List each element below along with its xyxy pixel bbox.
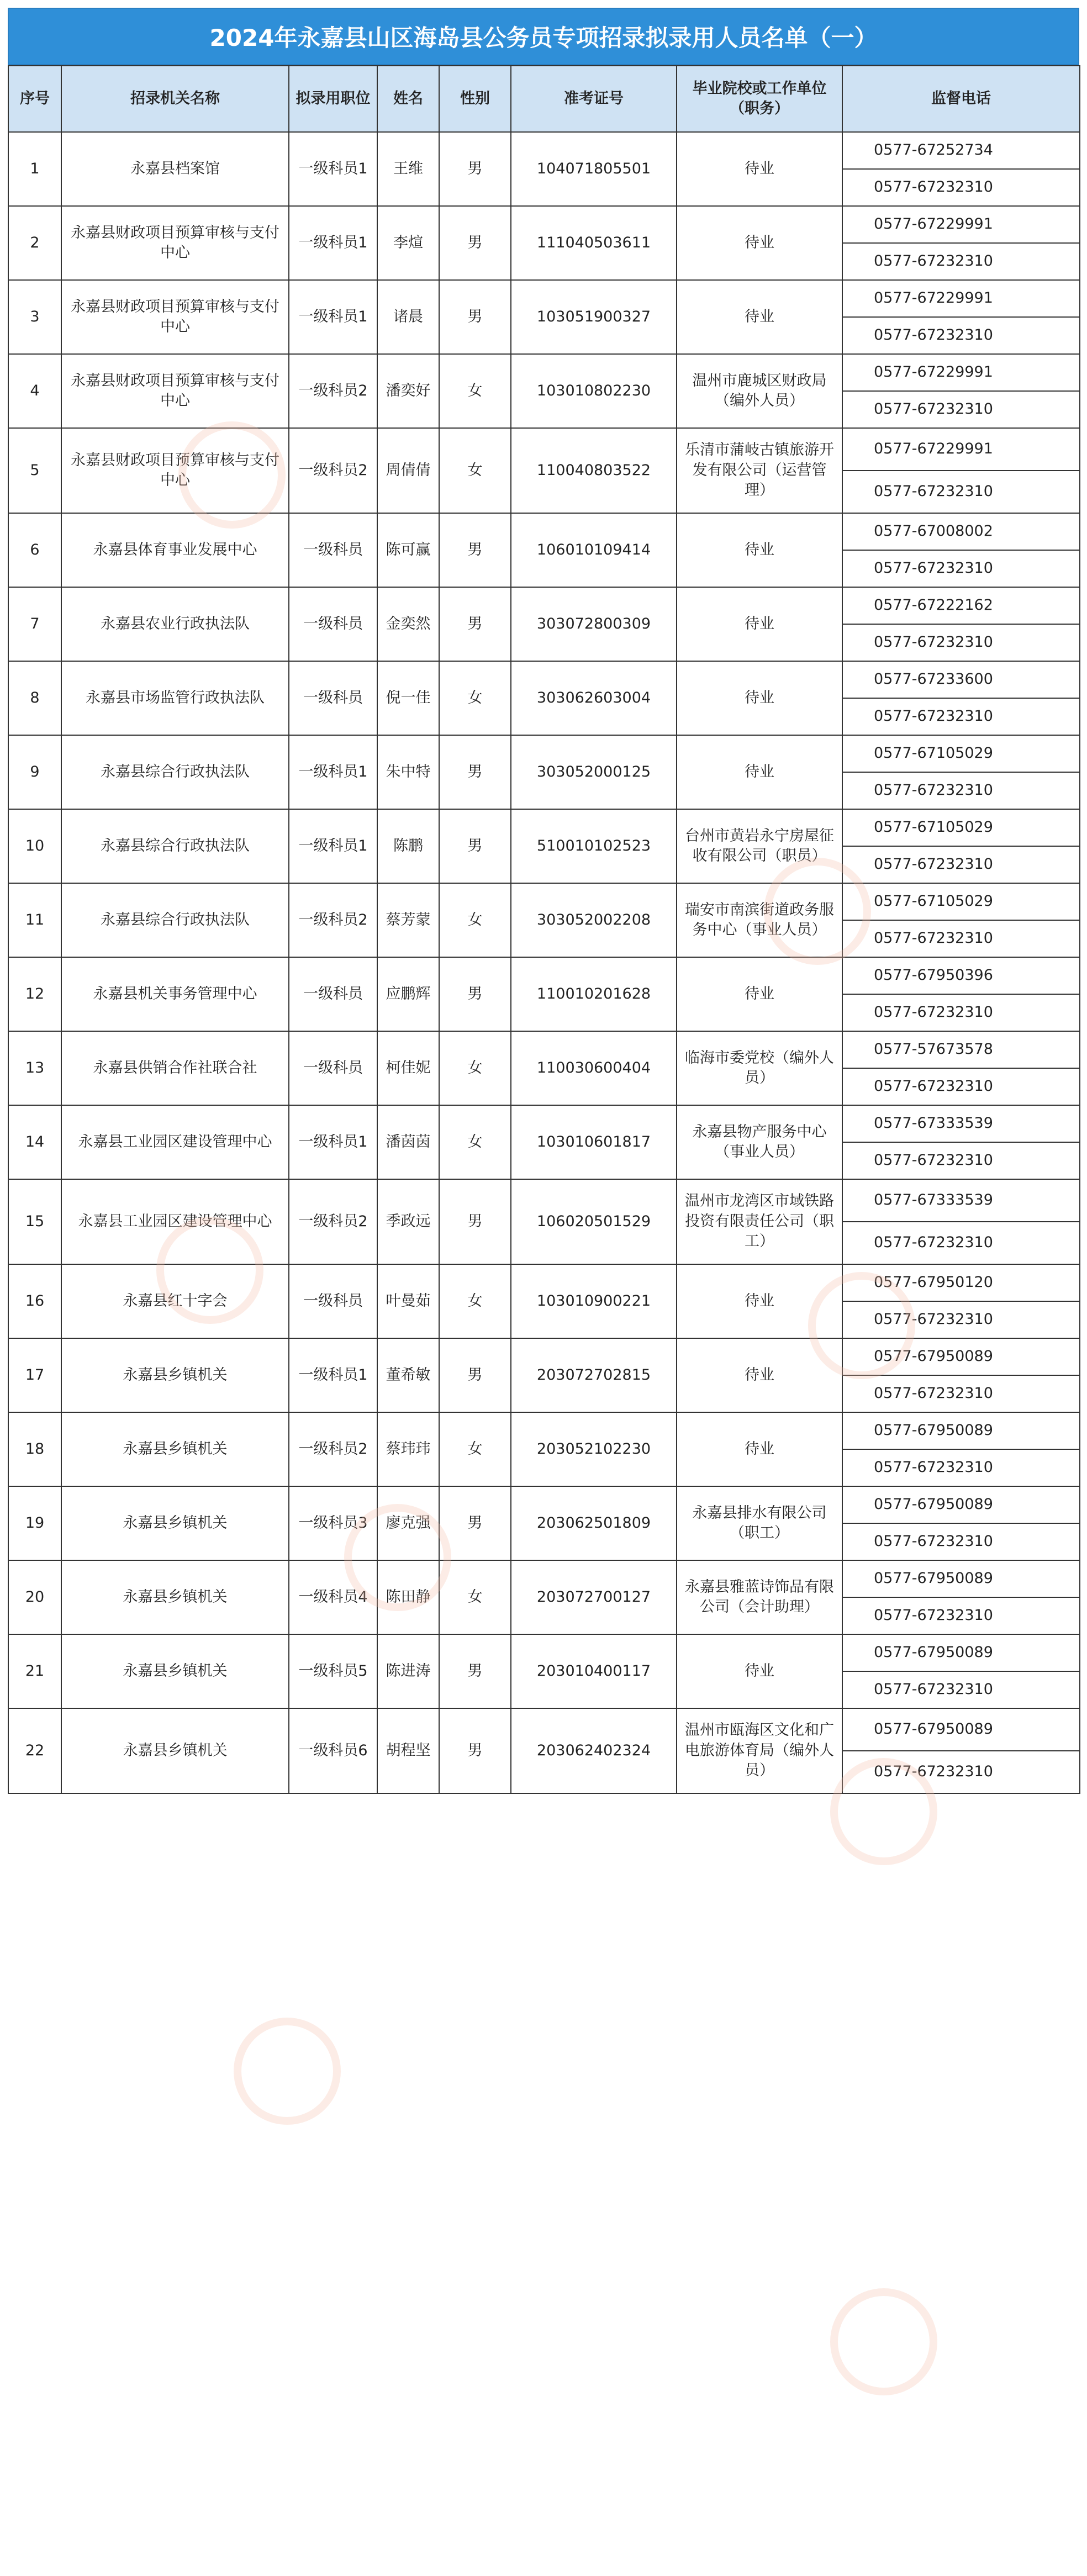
cell-name: 诸晨 [377, 280, 439, 354]
cell-name: 叶曼茹 [377, 1264, 439, 1338]
cell-sex: 男 [439, 513, 511, 587]
cell-phone-primary: 0577-57673578 [842, 1031, 1080, 1068]
cell-phone-secondary: 0577-67232310 [842, 391, 1080, 428]
table-row [8, 957, 1080, 994]
table-row [8, 1264, 1080, 1301]
cell-unit: 永嘉县雅蓝诗饰品有限公司（会计助理） [677, 1560, 842, 1634]
cell-phone-primary: 0577-67950089 [842, 1634, 1080, 1671]
cell-phone-primary: 0577-67222162 [842, 587, 1080, 624]
cell-position: 一级科员 [289, 661, 377, 735]
cell-phone-primary: 0577-67950089 [842, 1412, 1080, 1449]
cell-sex: 男 [439, 1179, 511, 1264]
header-org: 招录机关名称 [61, 66, 289, 132]
cell-position: 一级科员1 [289, 1338, 377, 1412]
cell-exam-id: 104071805501 [511, 132, 677, 206]
cell-sex: 男 [439, 1486, 511, 1560]
cell-org: 永嘉县机关事务管理中心 [61, 957, 289, 1031]
cell-unit: 永嘉县物产服务中心（事业人员） [677, 1105, 842, 1179]
table-row [8, 809, 1080, 846]
cell-phone-primary: 0577-67950120 [842, 1264, 1080, 1301]
cell-phone-primary: 0577-67950089 [842, 1486, 1080, 1523]
cell-no: 7 [8, 587, 61, 661]
cell-no: 15 [8, 1179, 61, 1264]
cell-sex: 男 [439, 1708, 511, 1793]
cell-phone-primary: 0577-67105029 [842, 883, 1080, 920]
cell-name: 陈进涛 [377, 1634, 439, 1708]
cell-position: 一级科员1 [289, 809, 377, 883]
table-row [8, 428, 1080, 471]
cell-name: 陈鹏 [377, 809, 439, 883]
table-body [8, 132, 1080, 1793]
cell-position: 一级科员1 [289, 1105, 377, 1179]
cell-phone-secondary: 0577-67232310 [842, 1375, 1080, 1412]
header-name: 姓名 [377, 66, 439, 132]
cell-sex: 女 [439, 354, 511, 428]
cell-exam-id: 203072700127 [511, 1560, 677, 1634]
cell-no: 16 [8, 1264, 61, 1338]
cell-exam-id: 103010802230 [511, 354, 677, 428]
cell-org: 永嘉县综合行政执法队 [61, 883, 289, 957]
cell-sex: 女 [439, 1031, 511, 1105]
cell-org: 永嘉县乡镇机关 [61, 1412, 289, 1486]
table-row [8, 1179, 1080, 1222]
cell-position: 一级科员2 [289, 1412, 377, 1486]
cell-exam-id: 106020501529 [511, 1179, 677, 1264]
cell-phone-primary: 0577-67950396 [842, 957, 1080, 994]
cell-phone-secondary: 0577-67232310 [842, 169, 1080, 206]
cell-sex: 男 [439, 735, 511, 809]
cell-position: 一级科员1 [289, 280, 377, 354]
cell-name: 朱中特 [377, 735, 439, 809]
cell-exam-id: 110010201628 [511, 957, 677, 1031]
table-row [8, 513, 1080, 550]
cell-org: 永嘉县工业园区建设管理中心 [61, 1179, 289, 1264]
cell-exam-id: 303062603004 [511, 661, 677, 735]
cell-position: 一级科员2 [289, 1179, 377, 1264]
cell-position: 一级科员2 [289, 883, 377, 957]
table-row [8, 883, 1080, 920]
cell-sex: 男 [439, 1634, 511, 1708]
header-phone: 监督电话 [842, 66, 1080, 132]
cell-phone-secondary: 0577-67232310 [842, 1068, 1080, 1105]
cell-name: 陈可赢 [377, 513, 439, 587]
cell-sex: 女 [439, 883, 511, 957]
cell-no: 4 [8, 354, 61, 428]
cell-sex: 男 [439, 1338, 511, 1412]
cell-no: 6 [8, 513, 61, 587]
cell-phone-secondary: 0577-67232310 [842, 698, 1080, 735]
cell-name: 蔡芳蒙 [377, 883, 439, 957]
watermark-logo-icon [238, 2021, 337, 2121]
cell-no: 3 [8, 280, 61, 354]
cell-no: 19 [8, 1486, 61, 1560]
cell-position: 一级科员 [289, 957, 377, 1031]
cell-phone-secondary: 0577-67232310 [842, 243, 1080, 280]
cell-sex: 女 [439, 1560, 511, 1634]
table-row [8, 132, 1080, 169]
cell-unit: 待业 [677, 957, 842, 1031]
cell-name: 董希敏 [377, 1338, 439, 1412]
cell-sex: 女 [439, 1105, 511, 1179]
cell-name: 蔡玮玮 [377, 1412, 439, 1486]
table-row [8, 661, 1080, 698]
header-no: 序号 [8, 66, 61, 132]
cell-unit: 待业 [677, 1264, 842, 1338]
cell-position: 一级科员 [289, 1031, 377, 1105]
cell-no: 20 [8, 1560, 61, 1634]
cell-no: 12 [8, 957, 61, 1031]
cell-unit: 待业 [677, 1634, 842, 1708]
cell-exam-id: 103010601817 [511, 1105, 677, 1179]
cell-org: 永嘉县农业行政执法队 [61, 587, 289, 661]
table-row [8, 1560, 1080, 1597]
watermark-logo-icon [834, 2292, 933, 2392]
cell-no: 10 [8, 809, 61, 883]
cell-phone-primary: 0577-67229991 [842, 206, 1080, 243]
table-row [8, 1412, 1080, 1449]
cell-org: 永嘉县红十字会 [61, 1264, 289, 1338]
cell-phone-primary: 0577-67229991 [842, 280, 1080, 317]
cell-position: 一级科员2 [289, 428, 377, 513]
cell-no: 11 [8, 883, 61, 957]
cell-org: 永嘉县综合行政执法队 [61, 809, 289, 883]
cell-phone-primary: 0577-67229991 [842, 428, 1080, 471]
cell-sex: 女 [439, 428, 511, 513]
cell-phone-secondary: 0577-67232310 [842, 1142, 1080, 1179]
cell-unit: 永嘉县排水有限公司（职工） [677, 1486, 842, 1560]
cell-exam-id: 111040503611 [511, 206, 677, 280]
cell-phone-secondary: 0577-67232310 [842, 1523, 1080, 1560]
page-title: 2024年永嘉县山区海岛县公务员专项招录拟录用人员名单（一） [8, 8, 1079, 65]
cell-position: 一级科员 [289, 513, 377, 587]
cell-exam-id: 510010102523 [511, 809, 677, 883]
cell-no: 1 [8, 132, 61, 206]
cell-position: 一级科员2 [289, 354, 377, 428]
cell-position: 一级科员6 [289, 1708, 377, 1793]
table-row [8, 735, 1080, 772]
cell-org: 永嘉县工业园区建设管理中心 [61, 1105, 289, 1179]
cell-exam-id: 203062402324 [511, 1708, 677, 1793]
cell-unit: 待业 [677, 1412, 842, 1486]
cell-exam-id: 303052000125 [511, 735, 677, 809]
table-row [8, 587, 1080, 624]
cell-name: 金奕然 [377, 587, 439, 661]
cell-position: 一级科员1 [289, 132, 377, 206]
cell-phone-primary: 0577-67105029 [842, 735, 1080, 772]
cell-no: 22 [8, 1708, 61, 1793]
table-row [8, 1486, 1080, 1523]
cell-phone-secondary: 0577-67232310 [842, 1671, 1080, 1708]
cell-position: 一级科员3 [289, 1486, 377, 1560]
cell-phone-primary: 0577-67229991 [842, 354, 1080, 391]
cell-org: 永嘉县财政项目预算审核与支付中心 [61, 280, 289, 354]
cell-unit: 待业 [677, 132, 842, 206]
cell-name: 周倩倩 [377, 428, 439, 513]
cell-exam-id: 203052102230 [511, 1412, 677, 1486]
cell-unit: 温州市瓯海区文化和广电旅游体育局（编外人员） [677, 1708, 842, 1793]
cell-phone-primary: 0577-67950089 [842, 1560, 1080, 1597]
cell-name: 潘茵茵 [377, 1105, 439, 1179]
cell-phone-primary: 0577-67233600 [842, 661, 1080, 698]
cell-position: 一级科员 [289, 1264, 377, 1338]
cell-phone-primary: 0577-67008002 [842, 513, 1080, 550]
cell-no: 8 [8, 661, 61, 735]
cell-exam-id: 303052002208 [511, 883, 677, 957]
cell-name: 柯佳妮 [377, 1031, 439, 1105]
cell-phone-secondary: 0577-67232310 [842, 772, 1080, 809]
cell-exam-id: 103010900221 [511, 1264, 677, 1338]
cell-no: 18 [8, 1412, 61, 1486]
cell-phone-secondary: 0577-67232310 [842, 920, 1080, 957]
cell-org: 永嘉县供销合作社联合社 [61, 1031, 289, 1105]
cell-sex: 男 [439, 957, 511, 1031]
cell-no: 13 [8, 1031, 61, 1105]
cell-unit: 待业 [677, 206, 842, 280]
header-exam-id: 准考证号 [511, 66, 677, 132]
cell-exam-id: 203010400117 [511, 1634, 677, 1708]
cell-position: 一级科员1 [289, 206, 377, 280]
cell-org: 永嘉县市场监管行政执法队 [61, 661, 289, 735]
cell-org: 永嘉县档案馆 [61, 132, 289, 206]
cell-sex: 男 [439, 809, 511, 883]
cell-position: 一级科员4 [289, 1560, 377, 1634]
cell-phone-primary: 0577-67105029 [842, 809, 1080, 846]
cell-sex: 男 [439, 587, 511, 661]
cell-org: 永嘉县财政项目预算审核与支付中心 [61, 354, 289, 428]
cell-org: 永嘉县综合行政执法队 [61, 735, 289, 809]
cell-unit: 待业 [677, 1338, 842, 1412]
cell-phone-primary: 0577-67950089 [842, 1338, 1080, 1375]
table-row [8, 206, 1080, 243]
cell-exam-id: 203062501809 [511, 1486, 677, 1560]
cell-sex: 男 [439, 280, 511, 354]
cell-sex: 男 [439, 206, 511, 280]
cell-exam-id: 106010109414 [511, 513, 677, 587]
cell-phone-secondary: 0577-67232310 [842, 994, 1080, 1031]
cell-sex: 女 [439, 1412, 511, 1486]
table-row [8, 1031, 1080, 1068]
cell-phone-secondary: 0577-67232310 [842, 1751, 1080, 1793]
cell-phone-secondary: 0577-67232310 [842, 1301, 1080, 1338]
cell-name: 王维 [377, 132, 439, 206]
cell-no: 21 [8, 1634, 61, 1708]
cell-unit: 待业 [677, 280, 842, 354]
cell-name: 潘奕好 [377, 354, 439, 428]
cell-phone-secondary: 0577-67232310 [842, 317, 1080, 354]
cell-name: 廖克强 [377, 1486, 439, 1560]
cell-phone-primary: 0577-67252734 [842, 132, 1080, 169]
cell-unit: 瑞安市南滨街道政务服务中心（事业人员） [677, 883, 842, 957]
cell-sex: 男 [439, 132, 511, 206]
header-position: 拟录用职位 [289, 66, 377, 132]
cell-unit: 待业 [677, 735, 842, 809]
table-row [8, 280, 1080, 317]
cell-position: 一级科员5 [289, 1634, 377, 1708]
cell-org: 永嘉县乡镇机关 [61, 1634, 289, 1708]
cell-org: 永嘉县乡镇机关 [61, 1338, 289, 1412]
cell-phone-primary: 0577-67950089 [842, 1708, 1080, 1751]
cell-name: 陈田静 [377, 1560, 439, 1634]
cell-org: 永嘉县体育事业发展中心 [61, 513, 289, 587]
roster-table [8, 65, 1080, 1794]
cell-unit: 台州市黄岩永宁房屋征收有限公司（职员） [677, 809, 842, 883]
cell-unit: 待业 [677, 661, 842, 735]
cell-no: 14 [8, 1105, 61, 1179]
cell-org: 永嘉县乡镇机关 [61, 1560, 289, 1634]
cell-phone-secondary: 0577-67232310 [842, 550, 1080, 587]
cell-org: 永嘉县财政项目预算审核与支付中心 [61, 206, 289, 280]
cell-sex: 女 [439, 1264, 511, 1338]
table-row [8, 1338, 1080, 1375]
cell-phone-secondary: 0577-67232310 [842, 471, 1080, 513]
cell-exam-id: 110030600404 [511, 1031, 677, 1105]
cell-exam-id: 110040803522 [511, 428, 677, 513]
table-row [8, 1708, 1080, 1751]
roster-sheet [8, 8, 1079, 1794]
cell-no: 9 [8, 735, 61, 809]
cell-phone-secondary: 0577-67232310 [842, 1597, 1080, 1634]
cell-exam-id: 303072800309 [511, 587, 677, 661]
cell-unit: 待业 [677, 513, 842, 587]
cell-org: 永嘉县财政项目预算审核与支付中心 [61, 428, 289, 513]
cell-no: 17 [8, 1338, 61, 1412]
table-row [8, 354, 1080, 391]
cell-position: 一级科员 [289, 587, 377, 661]
cell-org: 永嘉县乡镇机关 [61, 1708, 289, 1793]
cell-position: 一级科员1 [289, 735, 377, 809]
table-row [8, 1634, 1080, 1671]
cell-unit: 温州市龙湾区市域铁路投资有限责任公司（职工） [677, 1179, 842, 1264]
header-row [8, 66, 1080, 132]
header-sex: 性别 [439, 66, 511, 132]
cell-sex: 女 [439, 661, 511, 735]
cell-unit: 待业 [677, 587, 842, 661]
cell-unit: 温州市鹿城区财政局（编外人员） [677, 354, 842, 428]
cell-name: 倪一佳 [377, 661, 439, 735]
cell-phone-primary: 0577-67333539 [842, 1105, 1080, 1142]
cell-unit: 乐清市蒲岐古镇旅游开发有限公司（运营管理） [677, 428, 842, 513]
cell-phone-primary: 0577-67333539 [842, 1179, 1080, 1222]
cell-exam-id: 203072702815 [511, 1338, 677, 1412]
cell-name: 李煊 [377, 206, 439, 280]
cell-phone-secondary: 0577-67232310 [842, 1222, 1080, 1264]
cell-no: 2 [8, 206, 61, 280]
header-unit: 毕业院校或工作单位（职务） [677, 66, 842, 132]
cell-exam-id: 103051900327 [511, 280, 677, 354]
cell-unit: 临海市委党校（编外人员） [677, 1031, 842, 1105]
cell-phone-secondary: 0577-67232310 [842, 846, 1080, 883]
cell-org: 永嘉县乡镇机关 [61, 1486, 289, 1560]
cell-name: 季政远 [377, 1179, 439, 1264]
cell-phone-secondary: 0577-67232310 [842, 624, 1080, 661]
cell-name: 胡程坚 [377, 1708, 439, 1793]
cell-phone-secondary: 0577-67232310 [842, 1449, 1080, 1486]
table-row [8, 1105, 1080, 1142]
cell-name: 应鹏辉 [377, 957, 439, 1031]
cell-no: 5 [8, 428, 61, 513]
